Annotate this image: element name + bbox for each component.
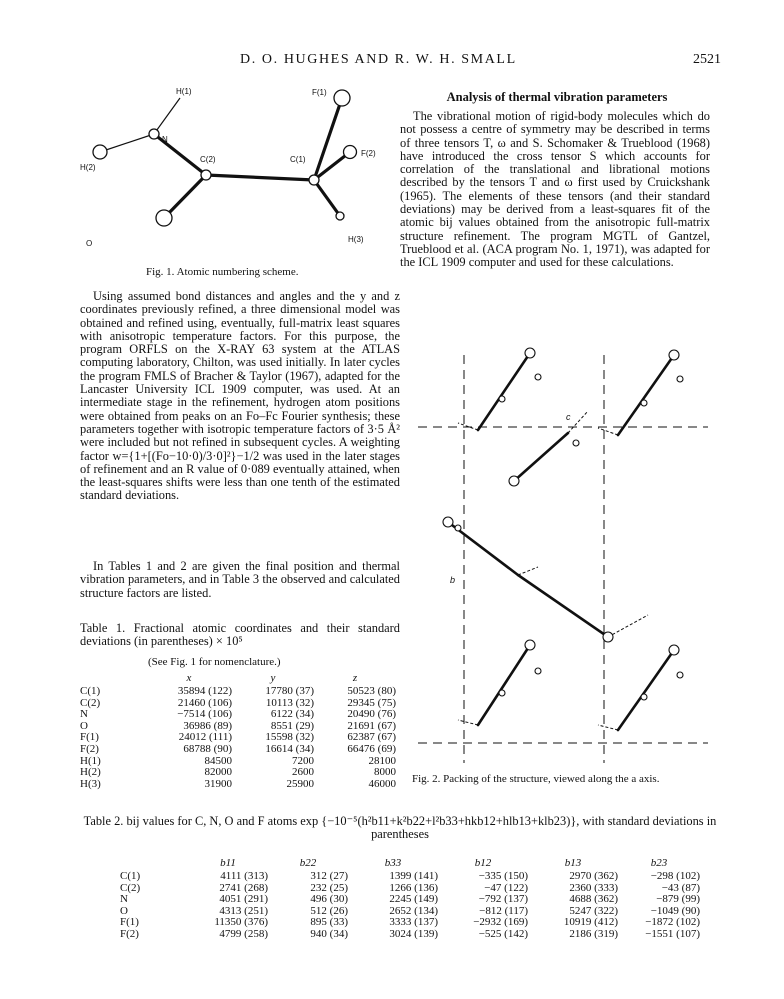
table-cell: 35894 (122) (177, 685, 232, 697)
label-o: O (86, 239, 93, 248)
table-cell: −47 (122) (484, 881, 528, 894)
table-cell: −1551 (107) (645, 927, 700, 940)
table-cell: 496 (30) (310, 893, 348, 906)
table-1-header-cell (80, 672, 146, 686)
table-cell: 21691 (67) (347, 719, 396, 732)
table-2-header-cell: b11 (220, 857, 236, 870)
table-cell: −879 (99) (656, 893, 700, 906)
table-2 (120, 857, 700, 941)
table-cell: 2245 (149) (389, 893, 438, 906)
table-row (80, 767, 396, 779)
table-cell: 2600 (292, 766, 314, 779)
label-c2: C(2) (200, 155, 216, 164)
figure-1-caption: Fig. 1. Atomic numbering scheme. (146, 266, 299, 278)
table-cell: 50523 (80) (347, 685, 396, 697)
table-cell: −1049 (90) (650, 904, 700, 917)
table-cell: O (120, 904, 128, 917)
table-cell: 895 (33) (310, 916, 348, 929)
table-cell: 84500 (204, 754, 232, 767)
table-row (120, 929, 700, 941)
left-paragraph-2: In Tables 1 and 2 are given the final position and thermal vibration parameters, and in Table 3 the observed and calculated structure factors are listed. (80, 559, 400, 600)
table-cell: F(2) (80, 742, 99, 755)
table-1 (80, 672, 396, 790)
table-cell: −298 (102) (650, 870, 700, 882)
label-f2: F(2) (361, 149, 376, 158)
table-2-header-cell: b23 (650, 857, 668, 870)
table-cell: 82000 (204, 766, 232, 779)
table-cell: 4111 (313) (220, 870, 268, 882)
table-cell: F(1) (80, 731, 99, 744)
table-cell: N (80, 708, 88, 721)
table-cell: −1872 (102) (645, 916, 700, 929)
table-cell: 21460 (106) (177, 696, 232, 709)
label-c1: C(1) (290, 155, 306, 164)
table-row (80, 744, 396, 756)
table-row (120, 871, 700, 883)
table-cell: 7200 (292, 754, 314, 767)
table-cell: 20490 (76) (347, 708, 396, 721)
table-cell: 4688 (362) (569, 893, 618, 906)
label-h3: H(3) (348, 235, 364, 244)
table-cell: 36986 (89) (183, 719, 232, 732)
table-cell: F(2) (120, 927, 139, 940)
axis-c-label: c (566, 412, 571, 422)
table-cell: 4799 (258) (219, 927, 268, 940)
table-cell: 15598 (32) (265, 731, 314, 744)
table-2-header-cell (120, 857, 188, 871)
table-cell: 512 (26) (310, 904, 348, 917)
table-cell: 16614 (34) (265, 742, 314, 755)
label-h1: H(1) (176, 87, 192, 96)
page-header (0, 52, 784, 72)
table-cell: 2186 (319) (569, 927, 618, 940)
table-cell: 25900 (286, 777, 314, 790)
table-cell: N (120, 893, 128, 906)
table-cell: 4051 (291) (219, 893, 268, 906)
table-cell: 8000 (374, 766, 396, 779)
label-n: N (162, 135, 168, 144)
table-cell: 6122 (34) (270, 708, 314, 721)
page-number: 2521 (693, 52, 721, 67)
table-cell: 940 (34) (310, 927, 348, 940)
table-row (80, 686, 396, 698)
table-cell: 24012 (111) (178, 731, 232, 744)
table-cell: 2652 (134) (389, 904, 438, 917)
figure-2-caption: Fig. 2. Packing of the structure, viewed along the a axis. (412, 773, 660, 785)
table-cell: C(1) (120, 870, 141, 882)
table-cell: 29345 (75) (347, 696, 396, 709)
running-head: D. O. HUGHES AND R. W. H. SMALL (240, 52, 517, 67)
table-cell: −525 (142) (478, 927, 528, 940)
table-cell: 17780 (37) (265, 685, 314, 697)
table-1-caption: Table 1. Fractional atomic coordinates and their standard deviations (in parentheses) × 10⁵ (80, 621, 400, 649)
table-2-caption: Table 2. bij values for C, N, O and F atoms exp {−10⁻⁵(h²b11+k²b22+l²b33+hkb12+hlb13+klb23)}, with standard deviations in parentheses (83, 814, 717, 842)
table-cell: 1399 (141) (389, 870, 438, 882)
table-cell: C(2) (120, 881, 141, 894)
table-cell: C(2) (80, 696, 101, 709)
label-f1: F(1) (312, 88, 327, 97)
table-cell: −812 (117) (479, 904, 528, 917)
table-cell: O (80, 719, 88, 732)
table-cell: 1266 (136) (389, 881, 438, 894)
table-cell: 28100 (368, 754, 396, 767)
table-cell: 68788 (90) (183, 742, 232, 755)
table-2-header-cell: b33 (384, 857, 402, 870)
table-cell: F(1) (120, 916, 139, 929)
table-cell: 4313 (251) (219, 904, 268, 917)
table-cell: H(3) (80, 777, 101, 790)
table-cell: 3333 (137) (389, 916, 438, 929)
table-cell: 66476 (69) (347, 742, 396, 755)
label-h2: H(2) (80, 163, 96, 172)
table-2-header-cell: b13 (564, 857, 582, 870)
table-row (80, 779, 396, 791)
table-cell: 5247 (322) (569, 904, 618, 917)
table-1-note: (See Fig. 1 for nomenclature.) (148, 656, 281, 668)
table-cell: 10113 (32) (265, 696, 314, 709)
table-row (80, 756, 396, 768)
left-paragraph-1: Using assumed bond distances and angles and the y and z coordinates previously refined, a three dimensional model was obtained and refined using, eventually, full-matrix least squares with anisotropic temperature factors. For this purpose, the program ORFLS on the X-RAY 63 system at the ATLAS computing laboratory, Chilton, was used initially. In later cycles the program FMLS of Bracher & Taylor (1967), adapted for the Lancaster University ICL 1909 computer, was used. At an intermediate stage in the refinement, hydrogen atom positions were obtained from peaks on an Fo–Fc Fourier synthesis; these parameters together with isotropic temperature factors of 3·5 Å² were included but not refined in subsequent cycles. A weighting factor w={1+[(Fo−10·0)/3·0]²}−1/2 was used in the later stages of refinement and an R value of 0·089 eventually attained, when the least-squares shifts were less than one tenth of the estimated standard deviations. (80, 289, 400, 503)
table-cell: 46000 (368, 777, 396, 790)
table-2-header (120, 857, 700, 871)
table-cell: −43 (87) (661, 881, 700, 894)
table-cell: −335 (150) (478, 870, 528, 882)
axis-b-label: b (450, 575, 456, 585)
table-1-header-cell: y (270, 672, 276, 685)
table-1-header-cell: z (352, 672, 358, 685)
table-cell: 31900 (204, 777, 232, 790)
table-cell: 11350 (376) (214, 916, 268, 929)
table-cell: −2932 (169) (473, 916, 528, 929)
table-cell: 2360 (333) (569, 881, 618, 894)
figure-2-packing (418, 315, 708, 763)
table-cell: 2741 (268) (219, 881, 268, 894)
table-cell: −792 (137) (478, 893, 528, 906)
table-cell: 10919 (412) (563, 916, 618, 929)
table-2-header-cell: b22 (299, 857, 317, 870)
table-cell: 8551 (29) (270, 719, 314, 732)
section-title: Analysis of thermal vibration parameters (446, 90, 668, 104)
table-cell: 62387 (67) (347, 731, 396, 744)
table-2-header-cell: b12 (474, 857, 492, 870)
table-cell: 232 (25) (310, 881, 348, 894)
table-cell: H(1) (80, 754, 101, 767)
table-1-header-cell: x (186, 672, 192, 685)
right-paragraph-1: The vibrational motion of rigid-body molecules which do not possess a centre of symmetry may be described in terms of three tensors T, ω and S. Schomaker & Trueblood (1968) have introduced the cross tensor S which accounts for correlation of the translational and librational motions described by the tensors T and ω first used by Cruickshank (1965). The elements of these tensors (and their standard deviations) may be derived from a least-squares fit of the atomic bij values obtained from the anisotropic full-matrix structure refinement. The program MGTL of Gantzel, Trueblood et al. (ACA program No. 1, 1971), was adapted for the ICL 1909 computer and used for these calculations. (400, 109, 710, 270)
table-cell: C(1) (80, 685, 101, 697)
table-1-header (80, 672, 396, 686)
figure-1-molecule (80, 82, 400, 267)
table-cell: 312 (27) (310, 870, 348, 882)
table-cell: −7514 (106) (177, 708, 232, 721)
table-cell: 3024 (139) (389, 927, 438, 940)
table-cell: 2970 (362) (569, 870, 618, 882)
table-cell: H(2) (80, 766, 101, 779)
